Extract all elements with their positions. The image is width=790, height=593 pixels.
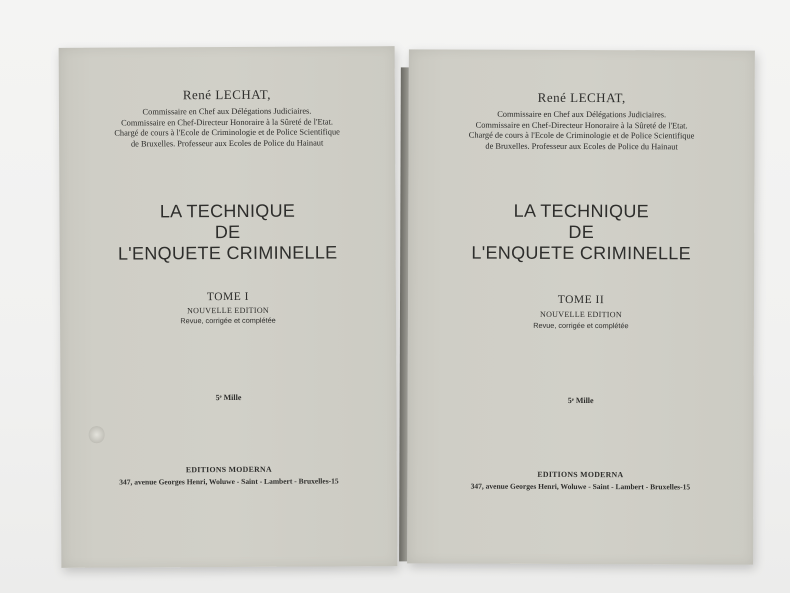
book-title <box>59 200 395 265</box>
tome-number: TOME II <box>557 293 605 307</box>
credential-line: de Bruxelles. Professeur aux Ecoles de Police du Hainaut <box>130 138 324 149</box>
credential-line: Chargé de cours à l'Ecole de Criminologie et de Police Scientifique <box>468 130 695 141</box>
credential-line: de Bruxelles. Professeur aux Ecoles de Police du Hainaut <box>485 141 678 152</box>
title-line: DE <box>214 221 241 243</box>
title-line: L'ENQUETE CRIMINELLE <box>471 242 691 264</box>
credential-line: Commissaire en Chef-Directeur Honoraire à la Sûreté de l'Etat. <box>475 120 688 130</box>
author-name: René LECHAT, <box>537 89 626 106</box>
revision-note: Revue, corrigée et complétée <box>533 320 629 331</box>
title-line: LA TECHNIQUE <box>159 200 296 222</box>
publisher-address: 347, avenue Georges Henri, Woluwe - Saint - Lambert - Bruxelles-15 <box>470 481 691 492</box>
credential-line: Commissaire en Chef aux Délégations Judiciaires. <box>497 109 667 120</box>
title-line: L'ENQUETE CRIMINELLE <box>117 242 338 264</box>
tome-number: TOME I <box>206 290 250 304</box>
title-line: LA TECHNIQUE <box>513 200 650 222</box>
print-run: 5ᵉ Mille <box>215 392 242 403</box>
author-credentials <box>409 109 755 153</box>
title-line: DE <box>568 221 595 243</box>
book-title <box>408 200 754 264</box>
author-name: René LECHAT, <box>182 86 271 103</box>
book-cover-tome-1 <box>59 46 398 568</box>
author-credentials <box>59 106 395 150</box>
publisher-name: EDITIONS MODERNA <box>185 464 272 475</box>
edition-label: NOUVELLE EDITION <box>187 305 269 316</box>
publisher-address: 347, avenue Georges Henri, Woluwe - Saint - Lambert - Bruxelles-15 <box>119 476 339 487</box>
credential-line: Commissaire en Chef-Directeur Honoraire à la Sûreté de l'Etat. <box>121 117 334 128</box>
publisher-name: EDITIONS MODERNA <box>537 469 624 480</box>
credential-line: Commissaire en Chef aux Délégations Judiciaires. <box>142 106 312 117</box>
book-cover-tome-2 <box>407 49 755 564</box>
print-run: 5ᵉ Mille <box>567 395 594 406</box>
revision-note: Revue, corrigée et complétée <box>180 315 276 326</box>
credential-line: Chargé de cours à l'Ecole de Criminologie et de Police Scientifique <box>114 127 340 138</box>
edition-label: NOUVELLE EDITION <box>540 309 622 320</box>
